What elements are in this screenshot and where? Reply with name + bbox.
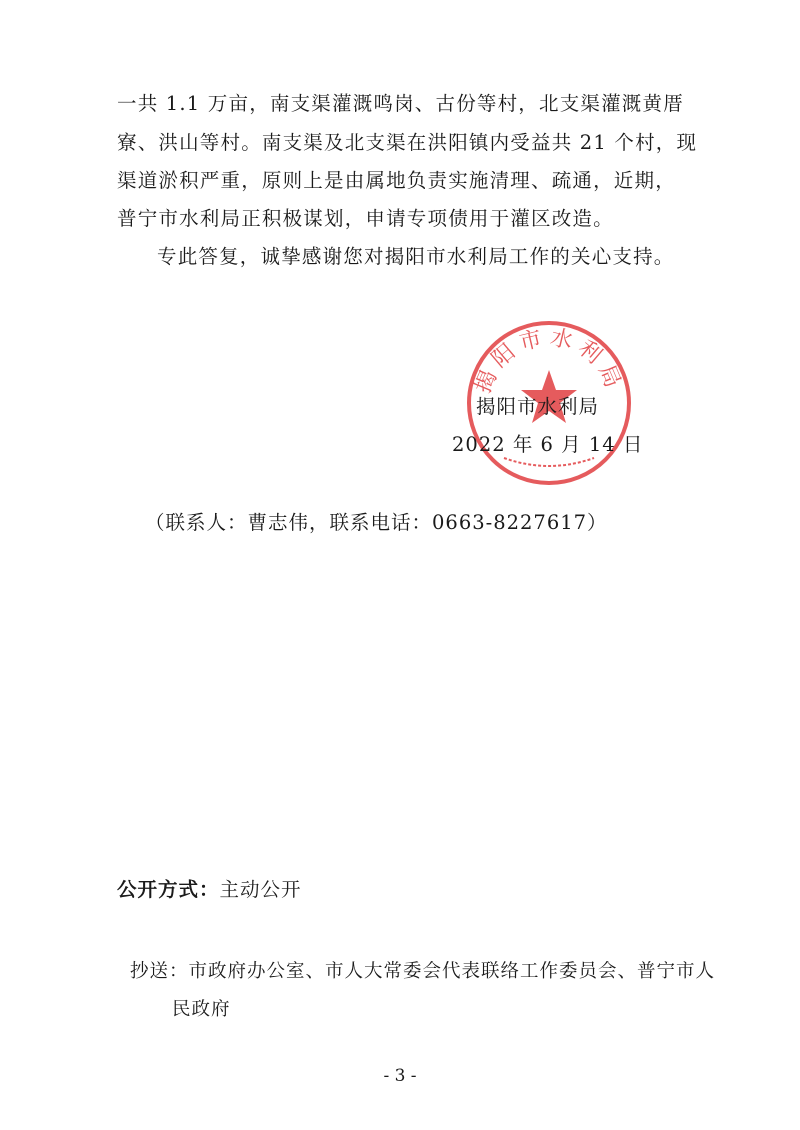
- closing-line: 专此答复，诚挚感谢您对揭阳市水利局工作的关心支持。: [157, 245, 675, 268]
- body-line-1: 一共 1.1 万亩，南支渠灌溉鸣岗、古份等村，北支渠灌溉黄厝: [117, 92, 684, 115]
- cc-line-2: 民政府: [172, 999, 231, 1020]
- cc-line-1: 抄送：市政府办公室、市人大常委会代表联络工作委员会、普宁市人: [130, 961, 716, 982]
- disclosure-value: 主动公开: [219, 878, 302, 901]
- seal-text: 揭阳市水利局: [470, 324, 628, 397]
- disclosure-label: 公开方式：: [117, 878, 220, 901]
- body-line-3: 渠道淤积严重，原则上是由属地负责实施清理、疏通，近期，: [117, 169, 676, 192]
- contact-info: （联系人：曹志伟，联系电话：0663-8227617）: [145, 511, 608, 534]
- page-number: - 3 -: [383, 1066, 417, 1086]
- signing-organization: 揭阳市水利局: [476, 395, 600, 418]
- signing-date: 2022 年 6 月 14 日: [452, 433, 644, 456]
- disclosure-method: [117, 874, 302, 902]
- body-line-2: 寮、洪山等村。南支渠及北支渠在洪阳镇内受益共 21 个村，现: [117, 131, 698, 154]
- body-line-4: 普宁市水利局正积极谋划，申请专项债用于灌区改造。: [117, 207, 614, 230]
